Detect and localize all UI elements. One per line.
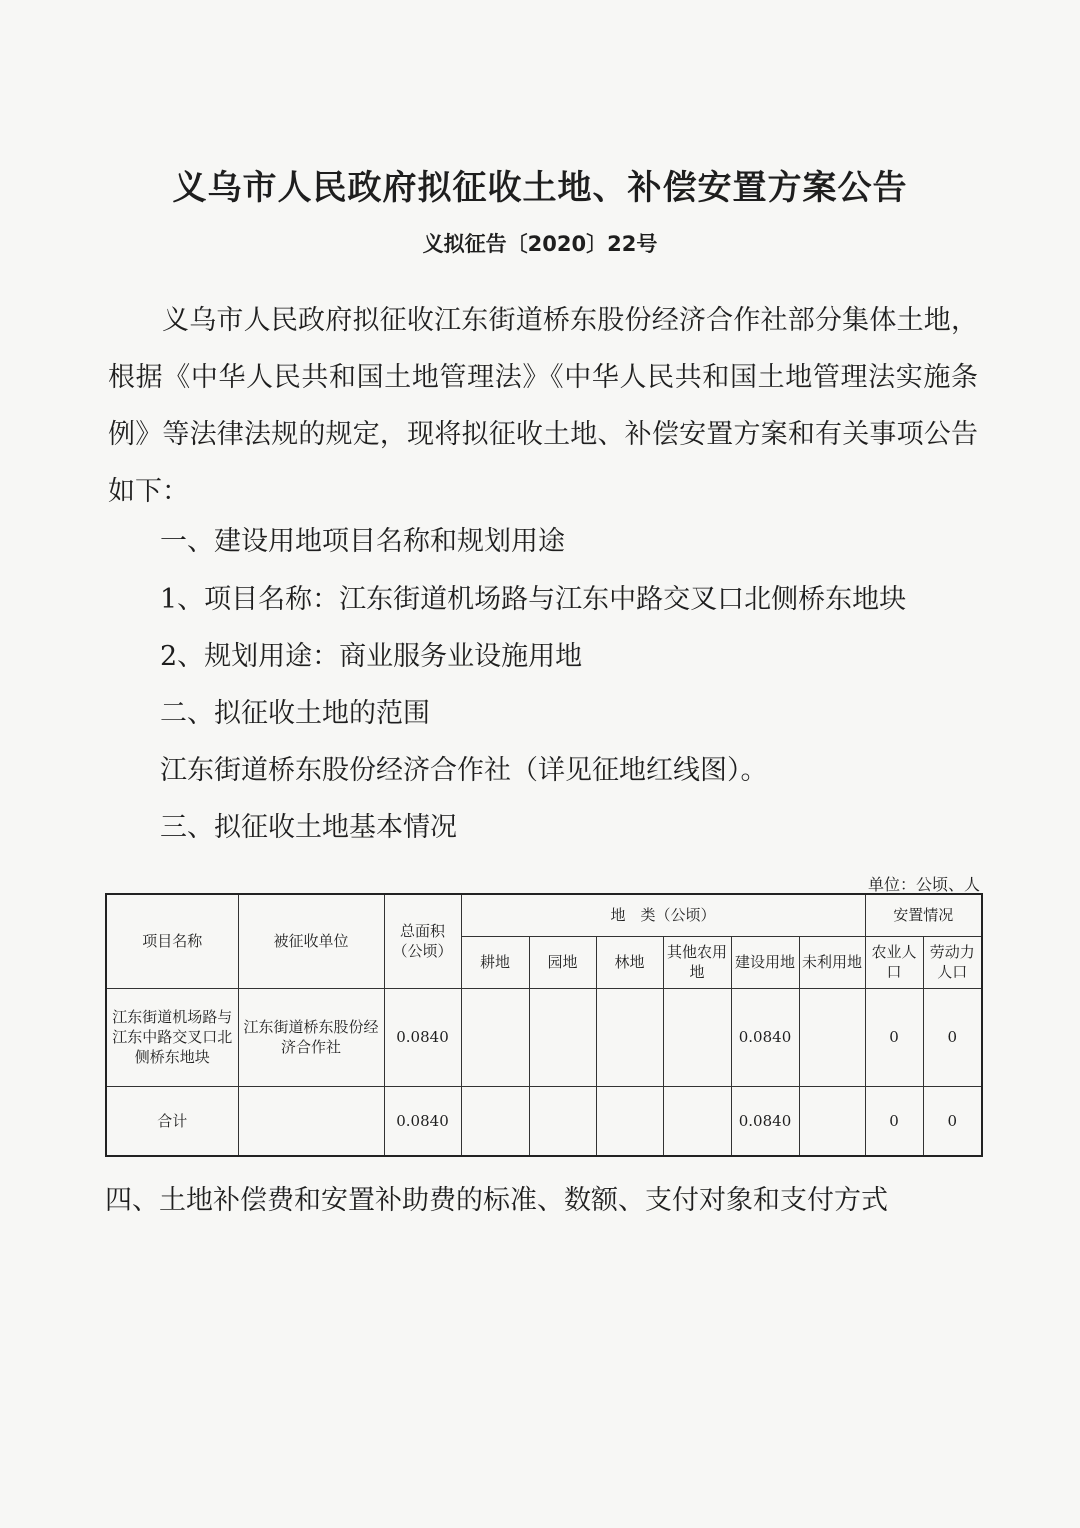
- header-agri-pop: 农业人口: [865, 936, 923, 988]
- cell-unused: [799, 988, 865, 1086]
- cell-total-label: 合计: [106, 1086, 238, 1156]
- header-unused: 未利用地: [799, 936, 865, 988]
- header-forest: 林地: [596, 936, 663, 988]
- section-3-heading: 三、拟征收土地基本情况: [160, 812, 457, 843]
- cell-agri-pop: 0: [865, 988, 923, 1086]
- land-table: [105, 893, 983, 1157]
- cell-total-area: 0.0840: [384, 988, 461, 1086]
- table-header-row: [106, 894, 982, 936]
- header-land-type: 地 类（公顷）: [461, 894, 865, 936]
- scope-text: 江东街道桥东股份经济合作社（详见征地红线图）。: [160, 755, 768, 786]
- cell-total-construction: 0.0840: [731, 1086, 799, 1156]
- header-construction: 建设用地: [731, 936, 799, 988]
- cell-garden: [529, 988, 596, 1086]
- cell-forest: [596, 988, 663, 1086]
- unit-note: 单位：公顷、人: [867, 875, 980, 894]
- cell-total-other-ag: [663, 1086, 731, 1156]
- cell-arable: [461, 988, 529, 1086]
- cell-total-forest: [596, 1086, 663, 1156]
- header-arable: 耕地: [461, 936, 529, 988]
- cell-construction: 0.0840: [731, 988, 799, 1086]
- header-resettlement: 安置情况: [865, 894, 982, 936]
- section-1-heading: 一、建设用地项目名称和规划用途: [160, 526, 565, 557]
- cell-total-unused: [799, 1086, 865, 1156]
- document-number: 义拟征告〔2020〕22号: [422, 232, 658, 256]
- header-total-area: 总面积（公顷）: [384, 894, 461, 988]
- header-other-ag: 其他农用地: [663, 936, 731, 988]
- cell-project-name: 江东街道机场路与江东中路交叉口北侧桥东地块: [106, 988, 238, 1086]
- cell-total-agri-pop: 0: [865, 1086, 923, 1156]
- cell-total-garden: [529, 1086, 596, 1156]
- cell-total-unit: [238, 1086, 384, 1156]
- section-2-heading: 二、拟征收土地的范围: [160, 698, 430, 729]
- header-garden: 园地: [529, 936, 596, 988]
- planned-use-line: 2、规划用途：商业服务业设施用地: [160, 641, 583, 672]
- section-4-heading: 四、土地补偿费和安置补助费的标准、数额、支付对象和支付方式: [105, 1185, 888, 1216]
- cell-total-total-area: 0.0840: [384, 1086, 461, 1156]
- header-unit: 被征收单位: [238, 894, 384, 988]
- project-name-line: 1、项目名称：江东街道机场路与江东中路交叉口北侧桥东地块: [160, 584, 907, 615]
- header-labor-pop: 劳动力人口: [923, 936, 982, 988]
- table-row: [106, 988, 982, 1086]
- cell-total-arable: [461, 1086, 529, 1156]
- intro-paragraph: 义乌市人民政府拟征收江东街道桥东股份经济合作社部分集体土地，根据《中华人民共和国土地管理法》《中华人民共和国土地管理法实施条例》等法律法规的规定，现将拟征收土地、补偿安置方案和有关事项公告如下：: [108, 305, 978, 507]
- table-total-row: [106, 1086, 982, 1156]
- page-title: 义乌市人民政府拟征收土地、补偿安置方案公告: [172, 168, 908, 208]
- cell-labor-pop: 0: [923, 988, 982, 1086]
- cell-other-ag: [663, 988, 731, 1086]
- cell-unit: 江东街道桥东股份经济合作社: [238, 988, 384, 1086]
- header-project-name: 项目名称: [106, 894, 238, 988]
- cell-total-labor-pop: 0: [923, 1086, 982, 1156]
